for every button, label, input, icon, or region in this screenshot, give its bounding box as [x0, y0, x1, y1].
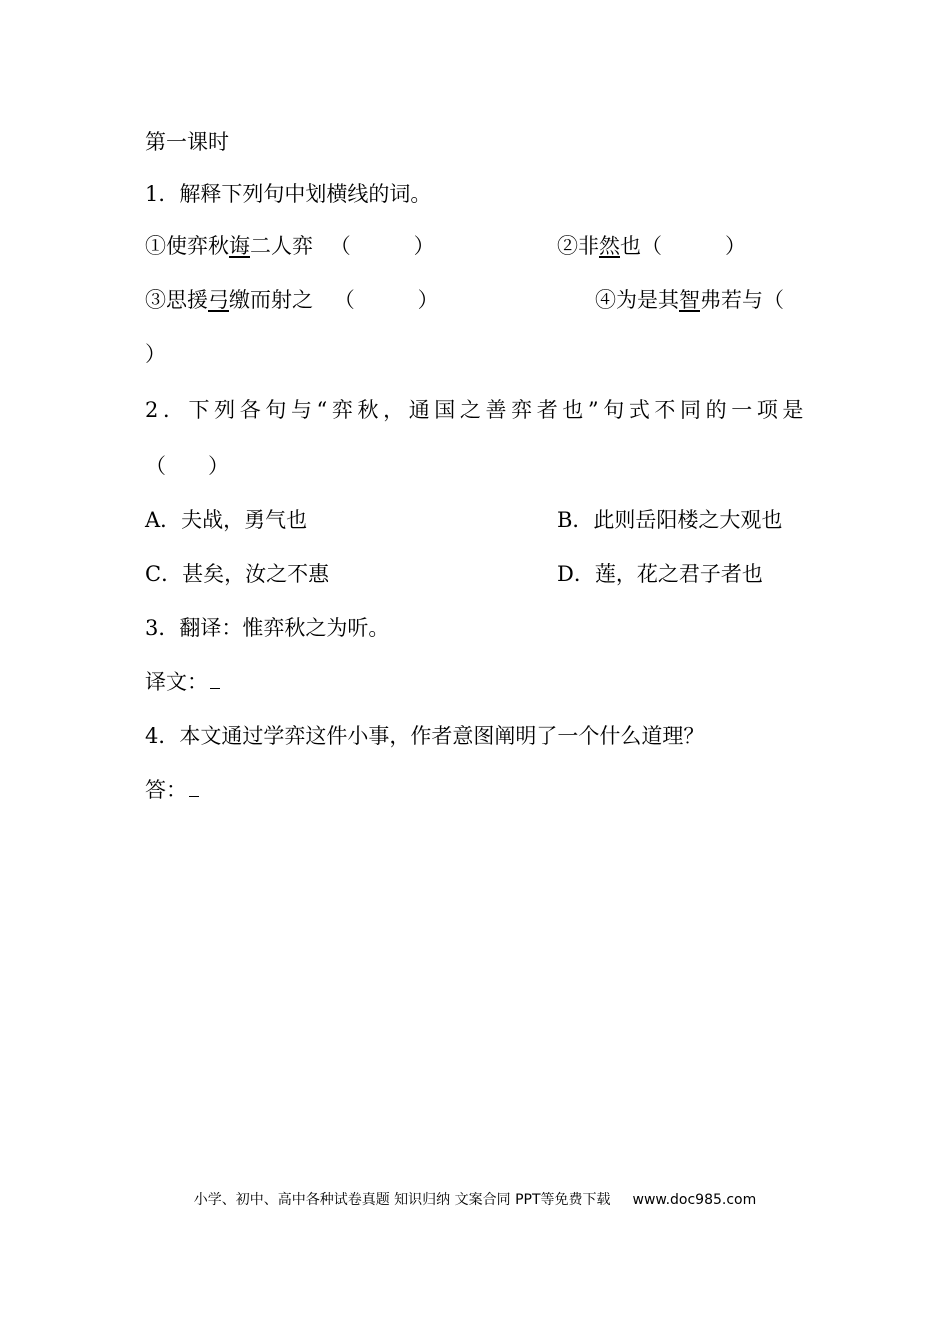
page-footer — [0, 1190, 950, 1210]
q1-item-2 — [557, 232, 746, 260]
footer-text: 小学、初中、高中各种试卷真题 知识归纳 文案合同 PPT等免费下载 — [193, 1192, 611, 1208]
q1-item-1-underlined: 诲 — [229, 234, 250, 258]
question-3-prompt: 3．翻译：惟弈秋之为听。 — [145, 616, 390, 640]
q1-item-1 — [145, 232, 435, 260]
q1-item-4-pre: ④为是其 — [595, 288, 679, 312]
q2-option-d: D．莲，花之君子者也 — [557, 562, 763, 586]
question-2-prompt: 2．下列各句与“弈秋，通国之善弈者也”句式不同的一项是 — [145, 398, 809, 422]
q1-item-2-pre: ②非 — [557, 234, 599, 258]
lesson-title: 第一课时 — [145, 130, 229, 154]
q1-item-3-post: 缴而射之 — [229, 288, 313, 312]
q1-item-4-post: 弗若与（ — [700, 288, 784, 312]
q1-item-3-underlined: 弓 — [208, 288, 229, 312]
q1-item-2-post: 也（ ） — [620, 234, 746, 258]
question-4-prompt: 4．本文通过学弈这件小事，作者意图阐明了一个什么道理？ — [145, 724, 705, 748]
q1-item-3-answer-blank[interactable]: （ ） — [333, 288, 439, 312]
q1-item-1-pre: ①使弈秋 — [145, 234, 229, 258]
q1-item-1-post: 二人弈 — [250, 234, 313, 258]
q1-item-4-close-paren: ） — [145, 342, 166, 366]
q2-option-c: C．甚矣，汝之不惠 — [145, 562, 330, 586]
q3-answer-blank[interactable] — [210, 670, 220, 689]
q2-option-a: A．夫战，勇气也 — [145, 508, 308, 532]
q1-item-4 — [595, 286, 784, 314]
q1-item-1-answer-blank[interactable]: （ ） — [329, 234, 435, 258]
question-1-prompt: 1．解释下列句中划横线的词。 — [145, 182, 432, 206]
question-2-answer-blank[interactable]: （ ） — [145, 454, 229, 478]
q2-option-b: B．此则岳阳楼之大观也 — [557, 508, 783, 532]
q1-item-3 — [145, 286, 439, 314]
q4-answer-label: 答： — [145, 778, 187, 802]
q4-answer-blank[interactable] — [189, 778, 199, 797]
q4-answer-line — [145, 776, 199, 804]
q1-item-2-underlined: 然 — [599, 234, 620, 258]
q3-answer-label: 译文： — [145, 670, 208, 694]
footer-url[interactable]: www.doc985.com — [632, 1192, 757, 1208]
q1-item-4-underlined: 智 — [679, 288, 700, 312]
q3-answer-line — [145, 668, 220, 696]
q1-item-3-pre: ③思援 — [145, 288, 208, 312]
